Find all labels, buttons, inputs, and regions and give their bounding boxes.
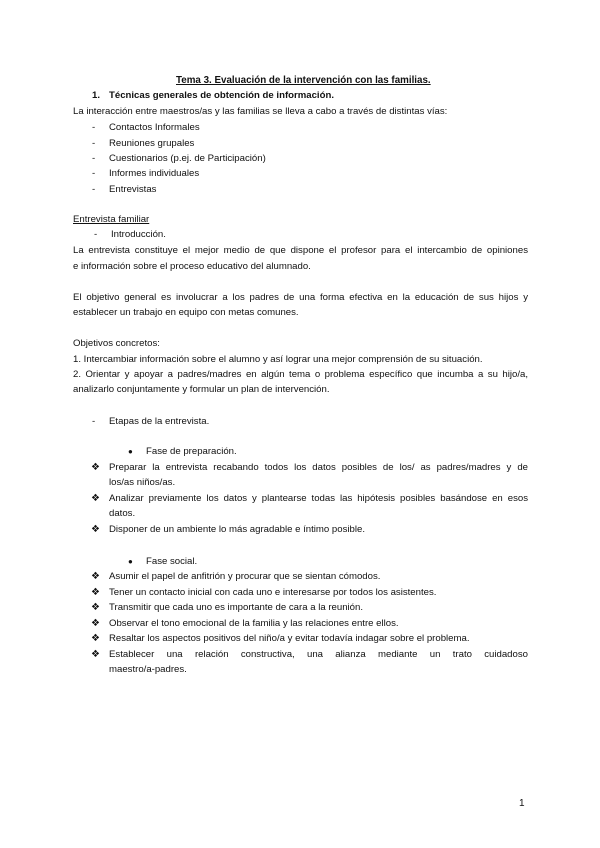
phase-label: Fase de preparación. [146,446,237,457]
list-item-continuation: maestro/a-padres. [109,664,187,675]
dash-bullet: - [92,416,96,427]
diamond-bullet-icon: ❖ [91,524,100,535]
list-item-text: Resaltar los aspectos positivos del niño/a y evitar todavía indagar sobre el problema. [109,633,470,644]
list-item-continuation: datos. [109,508,136,519]
list-item-continuation: los/as niños/as. [109,477,176,488]
list-item-text: Informes individuales [109,168,200,179]
diamond-bullet-icon: ❖ [91,633,100,644]
diamond-bullet-icon: ❖ [91,649,100,660]
section-number: 1. [92,90,101,101]
diamond-bullet-icon: ❖ [91,493,100,504]
list-item-text: Tener un contacto inicial con cada uno e interesarse por todos los asistentes. [109,587,437,598]
paragraph-line: e información sobre el proceso educativo del alumnado. [73,261,311,272]
list-item-text: Reuniones grupales [109,138,195,149]
dash-bullet: - [92,153,96,164]
dash-bullet: - [92,138,96,149]
paragraph-line: El objetivo general es involucrar a los padres de una forma efectiva en la educación de sus hijos y [73,292,528,303]
dash-bullet: - [94,229,98,240]
list-item-text: Establecer una relación constructiva, una alianza mediante un trato cuidadoso [109,649,528,660]
diamond-bullet-icon: ❖ [91,587,100,598]
objetivo-item-continuation: analizarlo conjuntamente y formular un plan de intervención. [73,384,330,395]
list-item-text: Analizar previamente los datos y plantearse todas las hipótesis posibles basándose en esos [109,493,528,504]
paragraph-line: La entrevista constituye el mejor medio de que dispone el profesor para el intercambio de opiniones [73,245,528,256]
objetivos-heading: Objetivos concretos: [73,338,160,349]
diamond-bullet-icon: ❖ [91,462,100,473]
list-item-text: Asumir el papel de anfitrión y procurar que se sientan cómodos. [109,571,381,582]
page-number: 1 [519,798,525,809]
list-item-text: Preparar la entrevista recabando todos los datos posibles de los/ as padres/madres y de [109,462,528,473]
phase-label: Fase social. [146,556,198,567]
list-item-text: Disponer de un ambiente lo más agradable e íntimo posible. [109,524,365,535]
list-item-text: Etapas de la entrevista. [109,416,210,427]
section-heading-text: Técnicas generales de obtención de información. [109,90,334,101]
dash-bullet: - [92,122,96,133]
dash-bullet: - [92,184,96,195]
diamond-bullet-icon: ❖ [91,618,100,629]
list-item-text: Observar el tono emocional de la familia y las relaciones entre ellos. [109,618,399,629]
list-item-text: Transmitir que cada uno es importante de cara a la reunión. [109,602,364,613]
dot-bullet: ● [128,447,133,456]
objetivo-item: 2. Orientar y apoyar a padres/madres en algún tema o problema específico que incumba a su hijo/a, [73,369,528,380]
list-item-text: Introducción. [111,229,166,240]
list-item-text: Cuestionarios (p.ej. de Participación) [109,153,266,164]
dash-bullet: - [92,168,96,179]
objetivo-item: 1. Intercambiar información sobre el alumno y así lograr una mejor comprensión de su situación. [73,354,483,365]
section-heading [92,90,334,102]
paragraph-line: establecer un trabajo en equipo con metas comunes. [73,307,299,318]
diamond-bullet-icon: ❖ [91,602,100,613]
document-title: Tema 3. Evaluación de la intervención con las familias. [176,75,431,86]
list-item-text: Entrevistas [109,184,157,195]
intro-paragraph: La interacción entre maestros/as y las familias se lleva a cabo a través de distintas vías: [73,106,448,117]
list-item-text: Contactos Informales [109,122,200,133]
dot-bullet: ● [128,557,133,566]
subsection-heading: Entrevista familiar [73,214,150,225]
diamond-bullet-icon: ❖ [91,571,100,582]
